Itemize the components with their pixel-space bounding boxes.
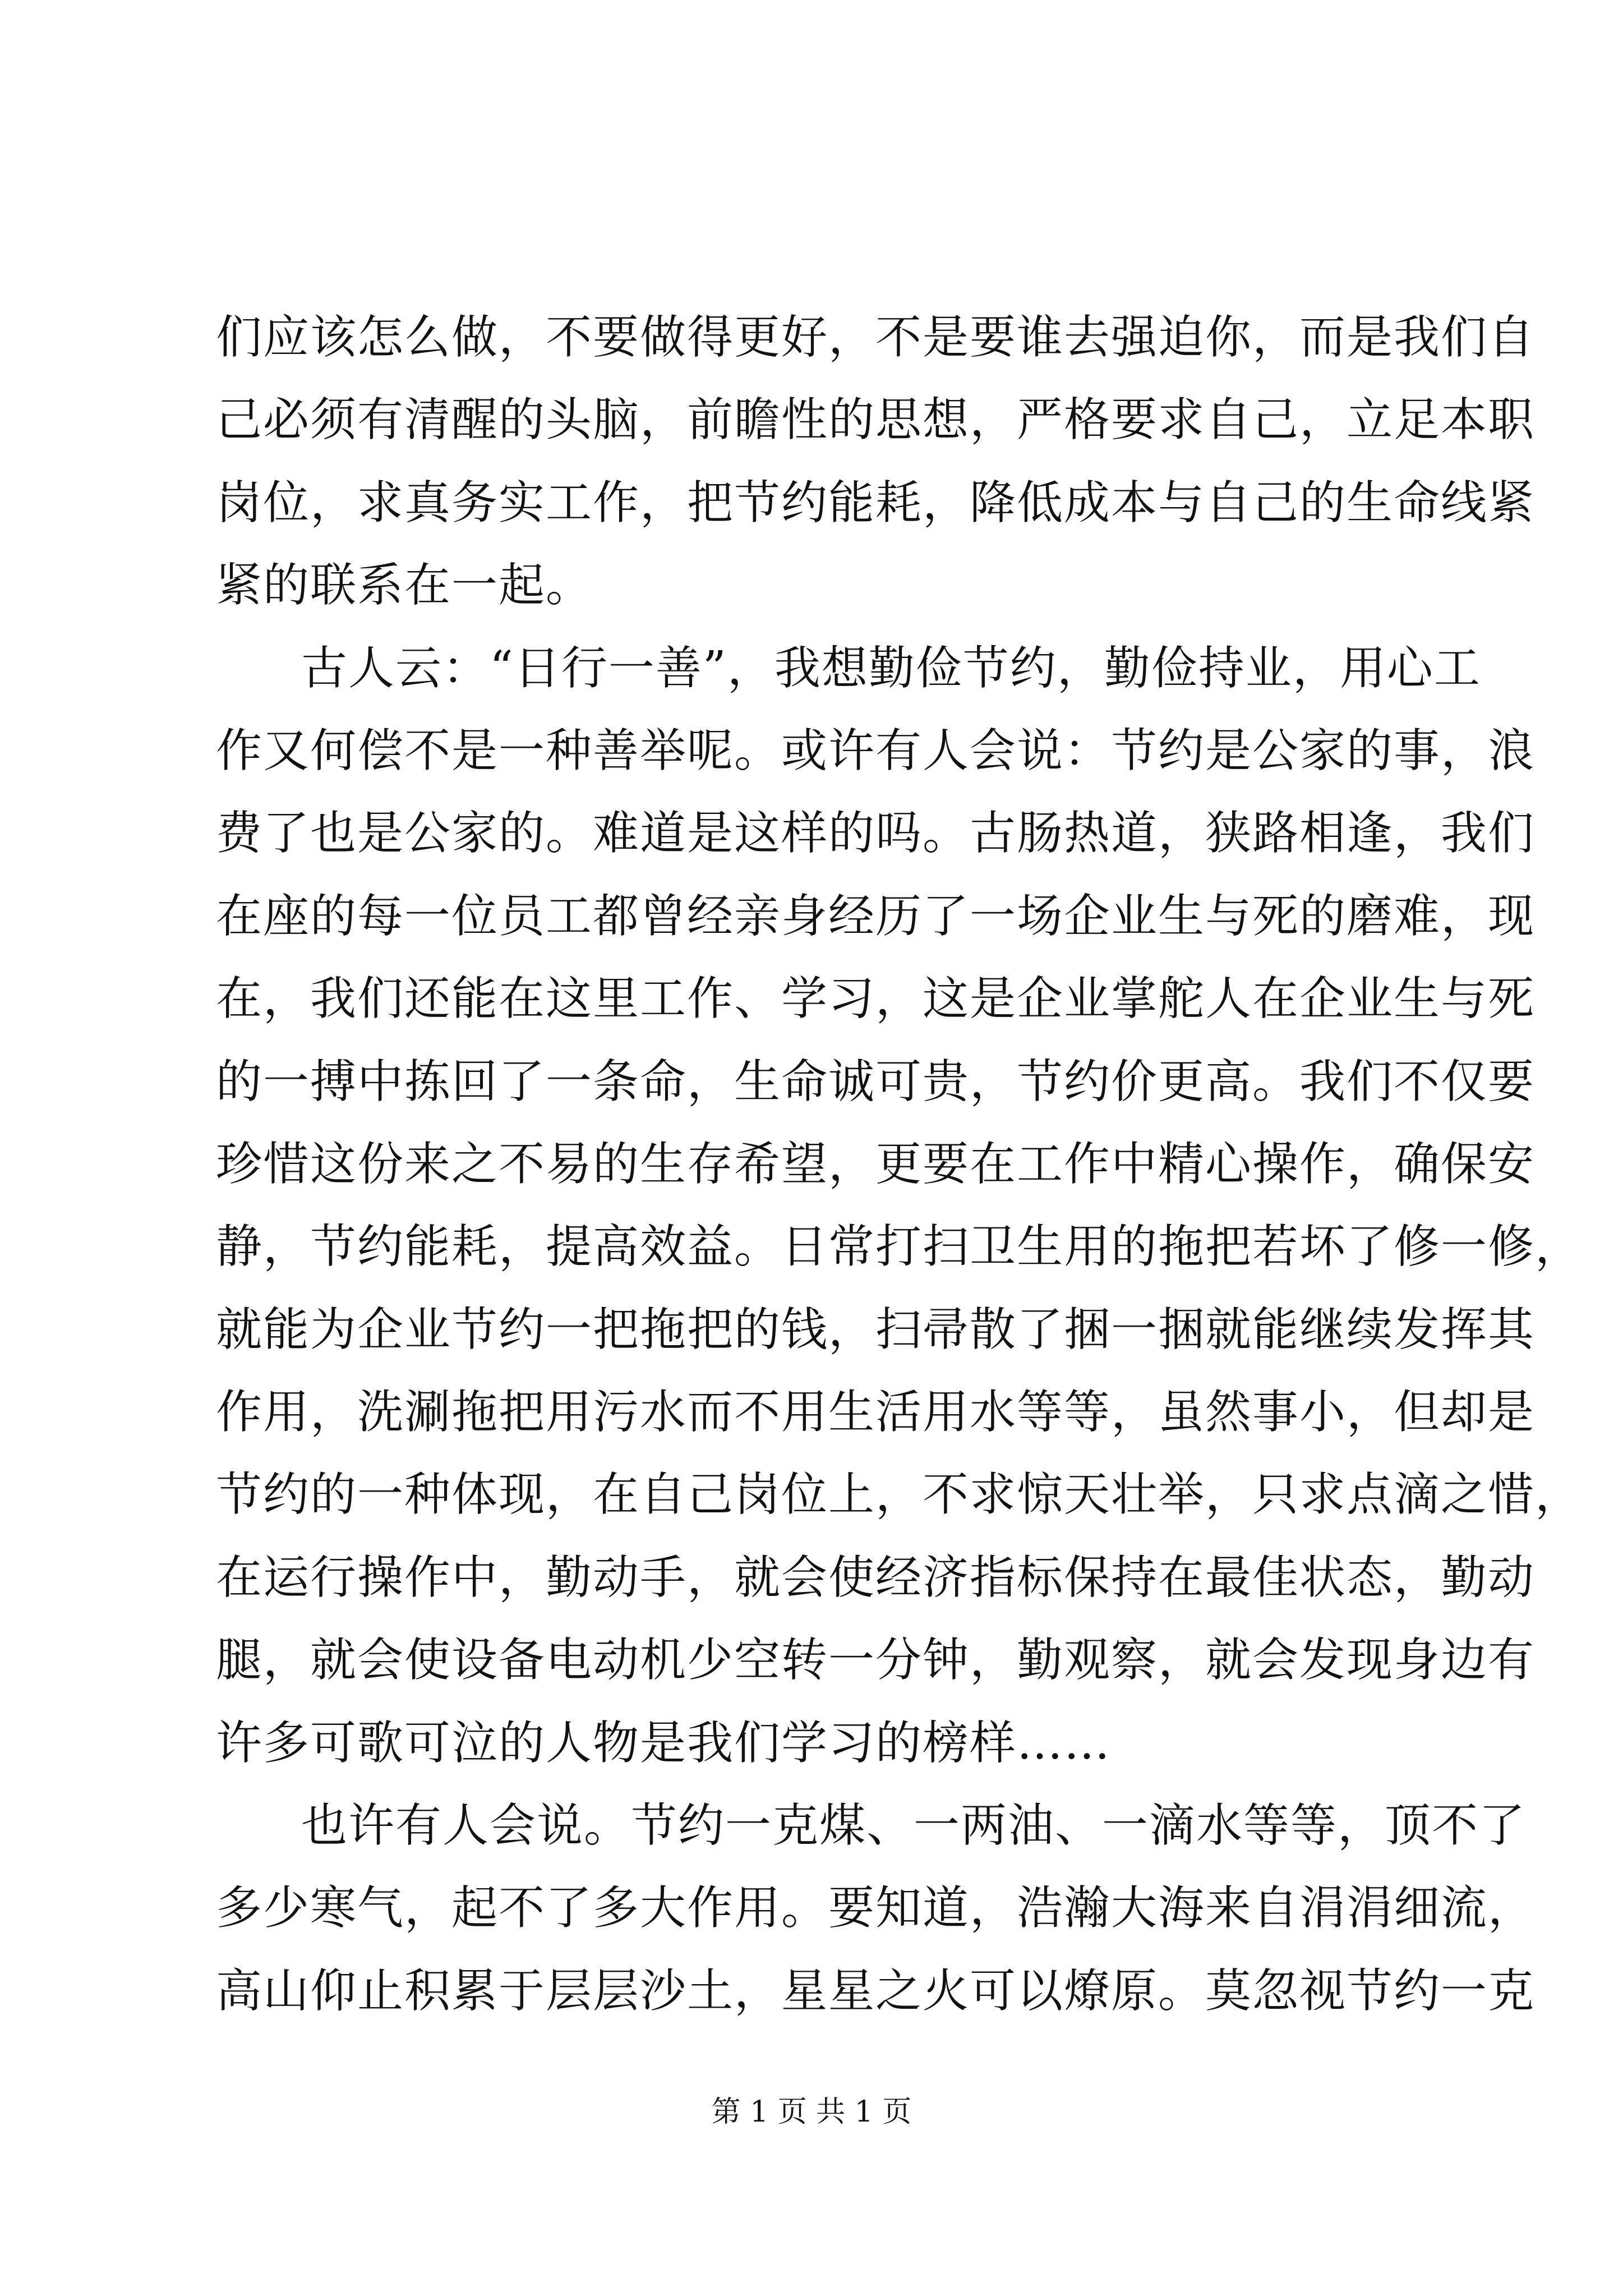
text-line: 作又何偿不是一种善举呢。或许有人会说：节约是公家的事，浪 [216, 724, 1536, 777]
text-line: 们应该怎么做，不要做得更好，不是要谁去强迫你，而是我们自 [216, 311, 1536, 364]
paragraph-first-line: 古人云：“日行一善”，我想勤俭节约，勤俭持业，用心工 [301, 641, 1481, 695]
text-line: 的一搏中拣回了一条命，生命诚可贵，节约价更高。我们不仅要 [216, 1055, 1536, 1108]
text-line: 许多可歌可泣的人物是我们学习的榜样…… [216, 1716, 1112, 1770]
text-line: 多少寒气，起不了多大作用。要知道，浩瀚大海来自涓涓细流， [216, 1881, 1536, 1935]
text-line: 己必须有清醒的头脑，前瞻性的思想，严格要求自己，立足本职 [216, 393, 1536, 447]
text-line: 在，我们还能在这里工作、学习，这是企业掌舵人在企业生与死 [216, 972, 1536, 1026]
text-line: 在座的每一位员工都曾经亲身经历了一场企业生与死的磨难，现 [216, 889, 1536, 943]
text-line: 紧的联系在一起。 [216, 559, 593, 613]
page-footer: 第 1 页 共 1 页 [711, 2095, 912, 2129]
text-line: 高山仰止积累于层层沙土，星星之火可以燎原。莫忽视节约一克 [216, 1964, 1536, 2018]
text-line: 在运行操作中，勤动手，就会使经济指标保持在最佳状态，勤动 [216, 1550, 1536, 1604]
text-line: 费了也是公家的。难道是这样的吗。古肠热道，狭路相逢，我们 [216, 807, 1536, 861]
text-line: 岗位，求真务实工作，把节约能耗，降低成本与自己的生命线紧 [216, 476, 1536, 530]
text-line: 珍惜这份来之不易的生存希望，更要在工作中精心操作，确保安 [216, 1137, 1536, 1191]
text-line: 静，节约能耗，提高效益。日常打扫卫生用的拖把若坏了修一修， [216, 1220, 1583, 1274]
document-body [216, 296, 1583, 2032]
text-line: 作用，洗涮拖把用污水而不用生活用水等等，虽然事小，但却是 [216, 1386, 1536, 1439]
text-line: 节约的一种体现，在自己岗位上，不求惊天壮举，只求点滴之惜， [216, 1468, 1583, 1522]
text-line: 腿，就会使设备电动机少空转一分钟，勤观察，就会发现身边有 [216, 1634, 1536, 1687]
text-line: 就能为企业节约一把拖把的钱，扫帚散了捆一捆就能继续发挥其 [216, 1303, 1536, 1356]
paragraph-first-line: 也许有人会说。节约一克煤、一两油、一滴水等等，顶不了 [301, 1799, 1527, 1853]
